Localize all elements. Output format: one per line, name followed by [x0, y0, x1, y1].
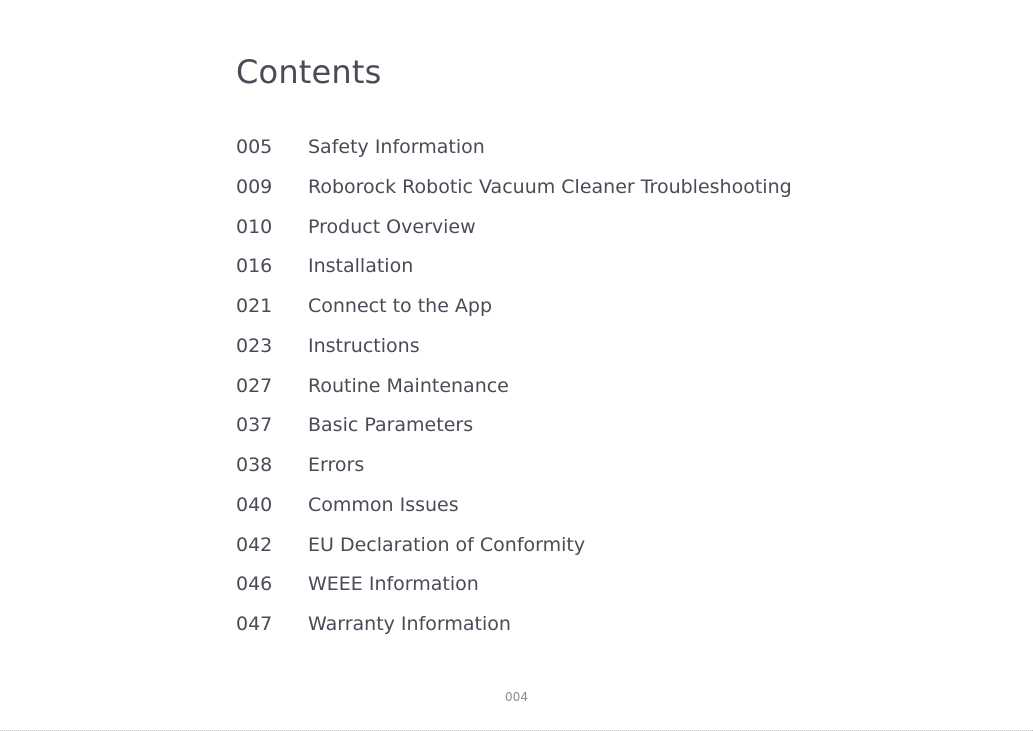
toc-entry[interactable] [236, 412, 792, 452]
toc-entry[interactable] [236, 253, 792, 293]
toc-entry-title: Connect to the App [308, 295, 493, 317]
toc-entry-title: Product Overview [308, 215, 476, 238]
toc-entry[interactable] [236, 174, 792, 214]
toc-entry-title: Warranty Information [308, 613, 511, 635]
toc-entry[interactable] [236, 373, 792, 413]
toc-entry-title: Instructions [308, 334, 420, 357]
toc-page-number: 010 [236, 215, 273, 238]
toc-entry[interactable] [236, 571, 792, 611]
toc-page-number: 038 [236, 454, 273, 476]
toc-entry[interactable] [236, 492, 792, 532]
toc-page-number: 023 [236, 334, 273, 357]
table-of-contents [236, 134, 792, 651]
toc-page-number: 005 [236, 136, 273, 158]
toc-entry-title: Roborock Robotic Vacuum Cleaner Troubleshooting [308, 175, 792, 198]
toc-entry[interactable] [236, 452, 792, 492]
page-title: Contents [236, 53, 382, 91]
toc-entry[interactable] [236, 214, 792, 254]
page-number: 004 [505, 690, 528, 704]
toc-page-number: 047 [236, 613, 273, 635]
toc-entry-title: WEEE Information [308, 573, 479, 596]
toc-page-number: 046 [236, 573, 273, 596]
toc-entry-title: Routine Maintenance [308, 374, 509, 397]
toc-entry-title: EU Declaration of Conformity [308, 533, 586, 556]
toc-entry-title: Common Issues [308, 493, 459, 516]
toc-page-number: 016 [236, 255, 273, 278]
toc-entry[interactable] [236, 532, 792, 572]
toc-page-number: 027 [236, 374, 273, 397]
toc-entry[interactable] [236, 611, 792, 651]
toc-entry-title: Basic Parameters [308, 414, 474, 437]
toc-entry[interactable] [236, 333, 792, 373]
toc-page-number: 040 [236, 493, 273, 516]
toc-page-number: 009 [236, 175, 273, 198]
toc-page-number: 021 [236, 295, 273, 317]
toc-entry[interactable] [236, 293, 792, 333]
toc-entry-title: Safety Information [308, 136, 485, 158]
toc-page-number: 037 [236, 414, 273, 437]
toc-page-number: 042 [236, 533, 273, 556]
toc-entry[interactable] [236, 134, 792, 174]
toc-entry-title: Installation [308, 255, 414, 278]
toc-entry-title: Errors [308, 454, 365, 476]
